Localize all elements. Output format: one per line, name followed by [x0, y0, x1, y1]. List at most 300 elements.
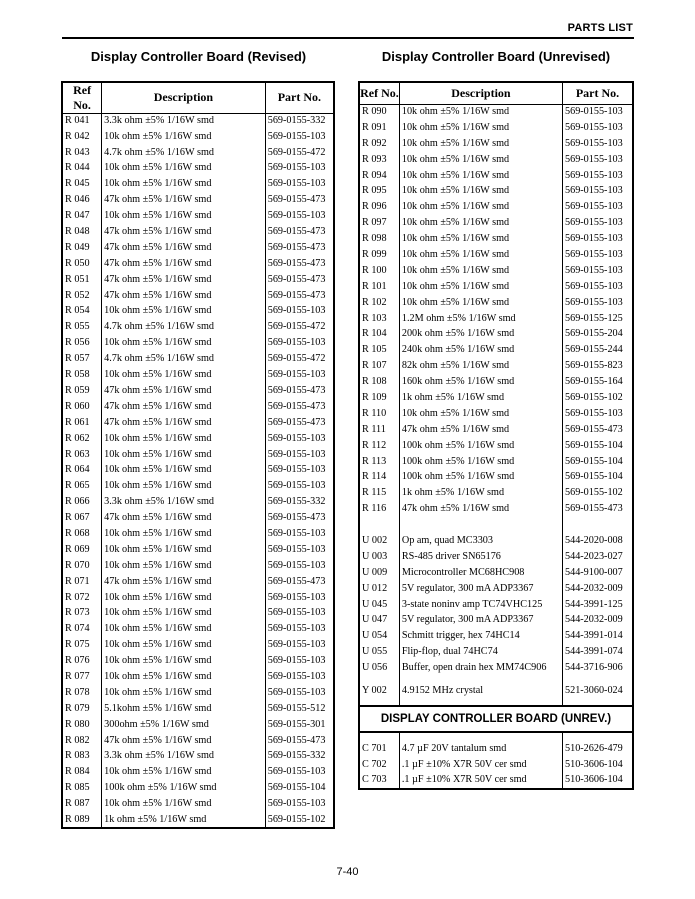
ref-no-cell: C 702: [359, 757, 399, 773]
table-row: [359, 200, 633, 216]
description-cell: 1k ohm ±5% 1/16W smd: [399, 486, 562, 502]
table-row: [62, 813, 334, 829]
part-no-cell: 569-0155-103: [563, 152, 634, 168]
part-no-cell: 569-0155-473: [265, 511, 334, 527]
description-cell: 47k ohm ±5% 1/16W smd: [399, 502, 562, 518]
ref-no-cell: R 079: [62, 701, 102, 717]
ref-no-cell: R 095: [359, 184, 399, 200]
table-row: [359, 613, 633, 629]
part-no-cell: 569-0155-104: [563, 438, 634, 454]
description-cell: 4.7 µF 20V tantalum smd: [399, 741, 562, 757]
table-row: [62, 209, 334, 225]
part-no-cell: 569-0155-103: [563, 279, 634, 295]
part-no-cell: 569-0155-103: [563, 120, 634, 136]
table-row: [62, 193, 334, 209]
table-row: [359, 470, 633, 486]
table-row: [62, 431, 334, 447]
ref-no-cell: R 062: [62, 431, 102, 447]
description-cell: 10k ohm ±5% 1/16W smd: [399, 295, 562, 311]
description-cell: 10k ohm ±5% 1/16W smd: [102, 606, 266, 622]
description-cell: .1 µF ±10% X7R 50V cer smd: [399, 773, 562, 789]
description-cell: 47k ohm ±5% 1/16W smd: [102, 240, 266, 256]
blank-cell: [359, 518, 399, 534]
description-cell: 47k ohm ±5% 1/16W smd: [102, 399, 266, 415]
ref-no-cell: R 075: [62, 638, 102, 654]
description-cell: 10k ohm ±5% 1/16W smd: [102, 654, 266, 670]
part-no-cell: 569-0155-473: [265, 415, 334, 431]
description-cell: 10k ohm ±5% 1/16W smd: [399, 232, 562, 248]
ref-no-cell: R 076: [62, 654, 102, 670]
table-row: [62, 288, 334, 304]
left-col-part-no: Part No.: [265, 82, 334, 113]
ref-no-cell: R 057: [62, 352, 102, 368]
table-row: [62, 685, 334, 701]
table-row: [62, 479, 334, 495]
table-row: [359, 168, 633, 184]
table-row: [62, 352, 334, 368]
table-row: [62, 606, 334, 622]
table-row: [62, 781, 334, 797]
ref-no-cell: R 089: [62, 813, 102, 829]
ref-no-cell: C 703: [359, 773, 399, 789]
part-no-cell: 569-0155-473: [563, 502, 634, 518]
description-cell: 100k ohm ±5% 1/16W smd: [102, 781, 266, 797]
table-row: [359, 454, 633, 470]
ref-no-cell: R 051: [62, 272, 102, 288]
part-no-cell: 569-0155-103: [265, 558, 334, 574]
right-col-description: Description: [399, 82, 562, 105]
table-row: [62, 590, 334, 606]
ref-no-cell: R 042: [62, 129, 102, 145]
part-no-cell: 569-0155-103: [563, 200, 634, 216]
description-cell: 100k ohm ±5% 1/16W smd: [399, 438, 562, 454]
part-no-cell: 569-0155-103: [563, 168, 634, 184]
description-cell: 5V regulator, 300 mA ADP3367: [399, 613, 562, 629]
table-row: [359, 248, 633, 264]
ref-no-cell: R 099: [359, 248, 399, 264]
part-no-cell: 569-0155-103: [265, 161, 334, 177]
description-cell: 4.7k ohm ±5% 1/16W smd: [102, 352, 266, 368]
part-no-cell: 569-0155-103: [265, 431, 334, 447]
description-cell: 200k ohm ±5% 1/16W smd: [399, 327, 562, 343]
table-row: [359, 741, 633, 757]
ref-no-cell: R 065: [62, 479, 102, 495]
ref-no-cell: R 093: [359, 152, 399, 168]
description-cell: 47k ohm ±5% 1/16W smd: [102, 733, 266, 749]
blank-cell: [399, 699, 562, 706]
blank-cell: [563, 699, 634, 706]
ref-no-cell: U 003: [359, 549, 399, 565]
part-no-cell: 510-3606-104: [563, 757, 634, 773]
description-cell: 10k ohm ±5% 1/16W smd: [102, 797, 266, 813]
description-cell: Schmitt trigger, hex 74HC14: [399, 629, 562, 645]
table-row: [62, 177, 334, 193]
part-no-cell: 569-0155-472: [265, 320, 334, 336]
ref-no-cell: R 101: [359, 279, 399, 295]
part-no-cell: 569-0155-103: [265, 209, 334, 225]
header-rule: [62, 37, 634, 39]
ref-no-cell: R 071: [62, 574, 102, 590]
part-no-cell: 569-0155-103: [265, 479, 334, 495]
part-no-cell: 569-0155-473: [265, 383, 334, 399]
part-no-cell: 569-0155-103: [265, 336, 334, 352]
blank-cell: [563, 518, 634, 534]
table-row: [359, 232, 633, 248]
part-no-cell: 569-0155-473: [265, 288, 334, 304]
description-cell: 47k ohm ±5% 1/16W smd: [102, 383, 266, 399]
description-cell: 10k ohm ±5% 1/16W smd: [102, 463, 266, 479]
description-cell: 100k ohm ±5% 1/16W smd: [399, 454, 562, 470]
ref-no-cell: R 097: [359, 216, 399, 232]
table-row: [62, 542, 334, 558]
description-cell: 300ohm ±5% 1/16W smd: [102, 717, 266, 733]
ref-no-cell: R 092: [359, 136, 399, 152]
table-row: [359, 375, 633, 391]
description-cell: 10k ohm ±5% 1/16W smd: [102, 447, 266, 463]
table-row: [62, 797, 334, 813]
blank-cell: [399, 518, 562, 534]
part-no-cell: 544-3991-125: [563, 597, 634, 613]
part-no-cell: 569-0155-103: [265, 638, 334, 654]
description-cell: 1k ohm ±5% 1/16W smd: [399, 391, 562, 407]
table-row: [62, 415, 334, 431]
description-cell: 10k ohm ±5% 1/16W smd: [399, 168, 562, 184]
table-row: [359, 105, 633, 121]
part-no-cell: 521-3060-024: [563, 684, 634, 700]
part-no-cell: 569-0155-473: [563, 422, 634, 438]
description-cell: Buffer, open drain hex MM74C906: [399, 661, 562, 677]
description-cell: 10k ohm ±5% 1/16W smd: [102, 638, 266, 654]
ref-no-cell: R 054: [62, 304, 102, 320]
ref-no-cell: R 070: [62, 558, 102, 574]
part-no-cell: 569-0155-103: [265, 447, 334, 463]
ref-no-cell: R 058: [62, 368, 102, 384]
ref-no-cell: R 109: [359, 391, 399, 407]
description-cell: Flip-flop, dual 74HC74: [399, 645, 562, 661]
ref-no-cell: R 063: [62, 447, 102, 463]
table-row: [62, 129, 334, 145]
description-cell: 10k ohm ±5% 1/16W smd: [399, 200, 562, 216]
part-no-cell: 569-0155-204: [563, 327, 634, 343]
ref-no-cell: R 050: [62, 256, 102, 272]
ref-no-cell: R 108: [359, 375, 399, 391]
ref-no-cell: R 074: [62, 622, 102, 638]
ref-no-cell: R 114: [359, 470, 399, 486]
ref-no-cell: R 102: [359, 295, 399, 311]
description-cell: 5.1kohm ±5% 1/16W smd: [102, 701, 266, 717]
description-cell: 47k ohm ±5% 1/16W smd: [102, 511, 266, 527]
blank-cell: [399, 732, 562, 741]
ref-no-cell: R 112: [359, 438, 399, 454]
part-no-cell: 569-0155-823: [563, 359, 634, 375]
blank-cell: [563, 677, 634, 684]
ref-no-cell: R 052: [62, 288, 102, 304]
part-no-cell: 544-3716-906: [563, 661, 634, 677]
part-no-cell: 569-0155-103: [265, 590, 334, 606]
table-row: [62, 717, 334, 733]
description-cell: 4.7k ohm ±5% 1/16W smd: [102, 145, 266, 161]
description-cell: 10k ohm ±5% 1/16W smd: [102, 669, 266, 685]
description-cell: 47k ohm ±5% 1/16W smd: [102, 272, 266, 288]
description-cell: 3-state noninv amp TC74VHC125: [399, 597, 562, 613]
description-cell: 160k ohm ±5% 1/16W smd: [399, 375, 562, 391]
ref-no-cell: U 009: [359, 565, 399, 581]
table-row: [359, 597, 633, 613]
ref-no-cell: R 067: [62, 511, 102, 527]
part-no-cell: 569-0155-102: [563, 486, 634, 502]
ref-no-cell: R 047: [62, 209, 102, 225]
description-cell: 10k ohm ±5% 1/16W smd: [399, 136, 562, 152]
ref-no-cell: R 085: [62, 781, 102, 797]
part-no-cell: 569-0155-473: [265, 574, 334, 590]
part-no-cell: 569-0155-512: [265, 701, 334, 717]
part-no-cell: 569-0155-103: [265, 526, 334, 542]
part-no-cell: 569-0155-103: [563, 295, 634, 311]
table-row: [359, 136, 633, 152]
ref-no-cell: R 073: [62, 606, 102, 622]
table-row: [359, 422, 633, 438]
ref-no-cell: R 061: [62, 415, 102, 431]
description-cell: 47k ohm ±5% 1/16W smd: [102, 193, 266, 209]
table-row: [62, 669, 334, 685]
table-row: [359, 773, 633, 789]
table-row: [359, 343, 633, 359]
table-row: [359, 565, 633, 581]
part-no-cell: 569-0155-332: [265, 495, 334, 511]
table-row: [359, 295, 633, 311]
section-bar-row: [359, 706, 633, 732]
table-row: [62, 225, 334, 241]
part-no-cell: 569-0155-472: [265, 352, 334, 368]
ref-no-cell: R 068: [62, 526, 102, 542]
table-row: [359, 279, 633, 295]
table-row: [62, 145, 334, 161]
description-cell: 5V regulator, 300 mA ADP3367: [399, 581, 562, 597]
part-no-cell: 569-0155-103: [563, 248, 634, 264]
part-no-cell: 569-0155-103: [265, 622, 334, 638]
ref-no-cell: R 104: [359, 327, 399, 343]
spacer-row: [359, 677, 633, 684]
part-no-cell: 569-0155-472: [265, 145, 334, 161]
right-parts-table: [358, 81, 634, 790]
description-cell: 47k ohm ±5% 1/16W smd: [102, 415, 266, 431]
ref-no-cell: R 077: [62, 669, 102, 685]
ref-no-cell: R 080: [62, 717, 102, 733]
part-no-cell: 569-0155-103: [563, 105, 634, 121]
ref-no-cell: R 049: [62, 240, 102, 256]
description-cell: 1k ohm ±5% 1/16W smd: [102, 813, 266, 829]
description-cell: 100k ohm ±5% 1/16W smd: [399, 470, 562, 486]
table-row: [62, 336, 334, 352]
description-cell: 3.3k ohm ±5% 1/16W smd: [102, 113, 266, 129]
description-cell: 10k ohm ±5% 1/16W smd: [102, 765, 266, 781]
part-no-cell: 569-0155-103: [265, 129, 334, 145]
description-cell: 10k ohm ±5% 1/16W smd: [102, 622, 266, 638]
ref-no-cell: R 103: [359, 311, 399, 327]
table-row: [359, 534, 633, 550]
description-cell: 47k ohm ±5% 1/16W smd: [399, 422, 562, 438]
table-row: [359, 486, 633, 502]
description-cell: 10k ohm ±5% 1/16W smd: [102, 209, 266, 225]
description-cell: 47k ohm ±5% 1/16W smd: [102, 256, 266, 272]
part-no-cell: 569-0155-473: [265, 256, 334, 272]
part-no-cell: 569-0155-103: [265, 606, 334, 622]
ref-no-cell: Y 002: [359, 684, 399, 700]
table-row: [62, 256, 334, 272]
description-cell: 10k ohm ±5% 1/16W smd: [399, 248, 562, 264]
table-row: [62, 511, 334, 527]
table-row: [359, 549, 633, 565]
ref-no-cell: R 066: [62, 495, 102, 511]
part-no-cell: 569-0155-473: [265, 193, 334, 209]
description-cell: RS-485 driver SN65176: [399, 549, 562, 565]
part-no-cell: 510-3606-104: [563, 773, 634, 789]
spacer-row: [359, 732, 633, 741]
description-cell: 47k ohm ±5% 1/16W smd: [102, 225, 266, 241]
description-cell: 10k ohm ±5% 1/16W smd: [399, 279, 562, 295]
part-no-cell: 569-0155-104: [265, 781, 334, 797]
description-cell: 10k ohm ±5% 1/16W smd: [102, 304, 266, 320]
description-cell: Microcontroller MC68HC908: [399, 565, 562, 581]
ref-no-cell: U 047: [359, 613, 399, 629]
table-row: [62, 526, 334, 542]
part-no-cell: 569-0155-102: [563, 391, 634, 407]
part-no-cell: 544-3991-014: [563, 629, 634, 645]
table-row: [62, 638, 334, 654]
blank-cell: [563, 732, 634, 741]
part-no-cell: 569-0155-332: [265, 113, 334, 129]
table-row: [62, 463, 334, 479]
ref-no-cell: R 041: [62, 113, 102, 129]
description-cell: 4.9152 MHz crystal: [399, 684, 562, 700]
part-no-cell: 544-9100-007: [563, 565, 634, 581]
part-no-cell: 569-0155-473: [265, 272, 334, 288]
part-no-cell: 569-0155-301: [265, 717, 334, 733]
description-cell: 10k ohm ±5% 1/16W smd: [399, 216, 562, 232]
spacer-row: [359, 699, 633, 706]
description-cell: 3.3k ohm ±5% 1/16W smd: [102, 495, 266, 511]
part-no-cell: 569-0155-103: [563, 263, 634, 279]
ref-no-cell: R 091: [359, 120, 399, 136]
ref-no-cell: R 064: [62, 463, 102, 479]
table-row: [62, 765, 334, 781]
left-col-ref: Ref No.: [62, 82, 102, 113]
description-cell: 10k ohm ±5% 1/16W smd: [399, 152, 562, 168]
part-no-cell: 569-0155-103: [265, 463, 334, 479]
description-cell: 3.3k ohm ±5% 1/16W smd: [102, 749, 266, 765]
left-parts-table: [61, 81, 335, 829]
description-cell: 10k ohm ±5% 1/16W smd: [102, 177, 266, 193]
ref-no-cell: R 116: [359, 502, 399, 518]
table-row: [62, 272, 334, 288]
ref-no-cell: U 055: [359, 645, 399, 661]
table-row: [359, 263, 633, 279]
description-cell: 10k ohm ±5% 1/16W smd: [399, 406, 562, 422]
table-row: [62, 240, 334, 256]
table-row: [62, 368, 334, 384]
ref-no-cell: R 060: [62, 399, 102, 415]
ref-no-cell: R 082: [62, 733, 102, 749]
description-cell: 10k ohm ±5% 1/16W smd: [399, 120, 562, 136]
part-no-cell: 510-2626-479: [563, 741, 634, 757]
ref-no-cell: R 046: [62, 193, 102, 209]
spacer-row: [359, 518, 633, 534]
description-cell: 240k ohm ±5% 1/16W smd: [399, 343, 562, 359]
table-row: [359, 581, 633, 597]
table-row: [62, 447, 334, 463]
section-bar: DISPLAY CONTROLLER BOARD (UNREV.): [359, 706, 633, 732]
right-header-row: [359, 82, 633, 105]
part-no-cell: 569-0155-103: [265, 654, 334, 670]
description-cell: 10k ohm ±5% 1/16W smd: [102, 431, 266, 447]
blank-cell: [359, 732, 399, 741]
description-cell: 47k ohm ±5% 1/16W smd: [102, 288, 266, 304]
blank-cell: [399, 677, 562, 684]
description-cell: 10k ohm ±5% 1/16W smd: [102, 542, 266, 558]
part-no-cell: 569-0155-103: [265, 797, 334, 813]
table-row: [62, 304, 334, 320]
table-row: [359, 391, 633, 407]
part-no-cell: 569-0155-103: [265, 685, 334, 701]
part-no-cell: 569-0155-103: [265, 669, 334, 685]
description-cell: 10k ohm ±5% 1/16W smd: [102, 558, 266, 574]
table-row: [359, 661, 633, 677]
part-no-cell: 569-0155-125: [563, 311, 634, 327]
table-row: [62, 113, 334, 129]
ref-no-cell: R 045: [62, 177, 102, 193]
ref-no-cell: R 084: [62, 765, 102, 781]
ref-no-cell: R 087: [62, 797, 102, 813]
description-cell: 47k ohm ±5% 1/16W smd: [102, 574, 266, 590]
ref-no-cell: R 113: [359, 454, 399, 470]
description-cell: 10k ohm ±5% 1/16W smd: [102, 590, 266, 606]
ref-no-cell: R 072: [62, 590, 102, 606]
ref-no-cell: R 043: [62, 145, 102, 161]
part-no-cell: 569-0155-103: [265, 765, 334, 781]
description-cell: 10k ohm ±5% 1/16W smd: [102, 685, 266, 701]
ref-no-cell: R 110: [359, 406, 399, 422]
right-col-part-no: Part No.: [563, 82, 634, 105]
ref-no-cell: C 701: [359, 741, 399, 757]
description-cell: 10k ohm ±5% 1/16W smd: [102, 368, 266, 384]
part-no-cell: 569-0155-103: [265, 177, 334, 193]
right-table-title: Display Controller Board (Unrevised): [381, 49, 611, 64]
part-no-cell: 569-0155-332: [265, 749, 334, 765]
ref-no-cell: R 078: [62, 685, 102, 701]
part-no-cell: 544-2032-009: [563, 581, 634, 597]
ref-no-cell: R 048: [62, 225, 102, 241]
ref-no-cell: R 107: [359, 359, 399, 375]
description-cell: .1 µF ±10% X7R 50V cer smd: [399, 757, 562, 773]
description-cell: 1.2M ohm ±5% 1/16W smd: [399, 311, 562, 327]
left-col-description: Description: [102, 82, 266, 113]
table-row: [359, 438, 633, 454]
table-row: [62, 749, 334, 765]
table-row: [359, 216, 633, 232]
part-no-cell: 569-0155-104: [563, 454, 634, 470]
ref-no-cell: U 045: [359, 597, 399, 613]
table-row: [62, 574, 334, 590]
table-row: [62, 161, 334, 177]
table-row: [359, 359, 633, 375]
table-row: [62, 399, 334, 415]
part-no-cell: 569-0155-473: [265, 225, 334, 241]
part-no-cell: 544-2020-008: [563, 534, 634, 550]
table-row: [62, 622, 334, 638]
table-row: [62, 701, 334, 717]
ref-no-cell: R 115: [359, 486, 399, 502]
part-no-cell: 544-2023-027: [563, 549, 634, 565]
